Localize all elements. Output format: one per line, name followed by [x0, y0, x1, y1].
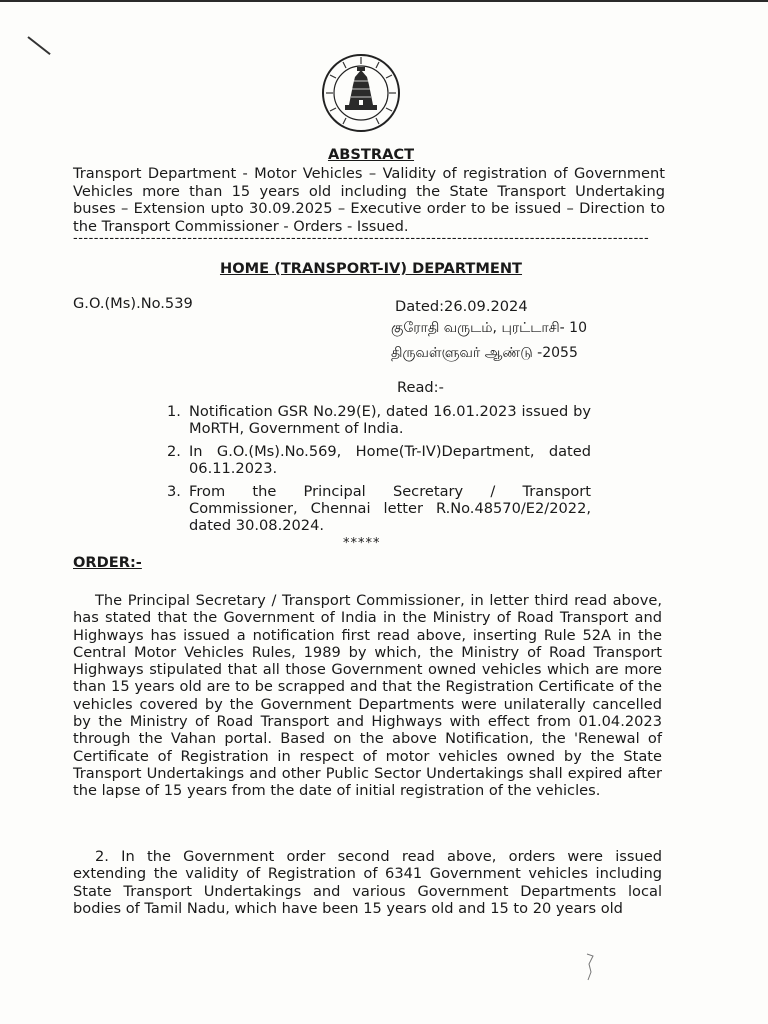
read-label: Read:-	[397, 379, 444, 396]
reference-text: Notification GSR No.29(E), dated 16.01.2023 issued by MoRTH, Government of India.	[189, 403, 591, 437]
reference-text: In G.O.(Ms).No.569, Home(Tr-IV)Department, dated 06.11.2023.	[189, 443, 591, 477]
tamil-calendar-date: குரோதி வருடம், புரட்டாசி- 10	[391, 320, 587, 336]
order-date: Dated:26.09.2024	[395, 298, 528, 315]
reference-number: 1.	[167, 403, 181, 420]
tamil-nadu-emblem-icon	[321, 53, 401, 133]
reference-number: 3.	[167, 483, 181, 500]
handwritten-mark	[583, 952, 597, 982]
department-heading: HOME (TRANSPORT-IV) DEPARTMENT	[219, 260, 523, 277]
page-top-border	[0, 0, 768, 2]
reference-item	[167, 483, 591, 534]
abstract-subject-text: Transport Department - Motor Vehicles – Validity of registration of Government Vehicles more than 15 years old including the State Transport Undertaking buses – Extension upto 30.09.2025 – Executive order to be issued – Direction to the Transport Commissioner - Orders - Issued.	[73, 165, 665, 235]
order-paragraph-1: The Principal Secretary / Transport Commissioner, in letter third read above, has stated that the Government of India in the Ministry of Road Transport and Highways has issued a notification first read above, inserting Rule 52A in the Central Motor Vehicles Rules, 1989 by which, the Ministry of Road Transport Highways stipulated that all those Government owned vehicles which are more than 15 years old are to be scrapped and that the Registration Certificate of the vehicles covered by the Government Departments were unilaterally cancelled by the Ministry of Road Transport and Highways with effect from 01.04.2023 through the Vahan portal. Based on the above Notification, the 'Renewal of Certificate of Registration in respect of motor vehicles owned by the State Transport Undertakings and other Public Sector Undertakings shall expired after the lapse of 15 years from the date of initial registration of the vehicles.	[73, 592, 662, 800]
order-heading: ORDER:-	[73, 554, 142, 571]
dashed-separator: ---------------------------------------------------------------------------------------------------------------	[73, 232, 650, 246]
pen-stroke-mark	[27, 36, 50, 55]
thiruvalluvar-year: திருவள்ளுவர் ஆண்டு -2055	[391, 345, 578, 361]
reference-item	[167, 443, 591, 477]
reference-item	[167, 403, 591, 437]
go-number: G.O.(Ms).No.539	[73, 295, 193, 312]
reference-list	[167, 403, 591, 540]
reference-number: 2.	[167, 443, 181, 460]
section-stars: *****	[343, 536, 381, 551]
order-paragraph-2: 2. In the Government order second read above, orders were issued extending the validity of Registration of 6341 Government vehicles including State Transport Undertakings and various Government Departments local bodies of Tamil Nadu, which have been 15 years old and 15 to 20 years old	[73, 848, 662, 917]
abstract-heading: ABSTRACT	[327, 146, 415, 163]
reference-text: From the Principal Secretary / Transport Commissioner, Chennai letter R.No.48570/E2/2022, dated 30.08.2024.	[189, 483, 591, 534]
